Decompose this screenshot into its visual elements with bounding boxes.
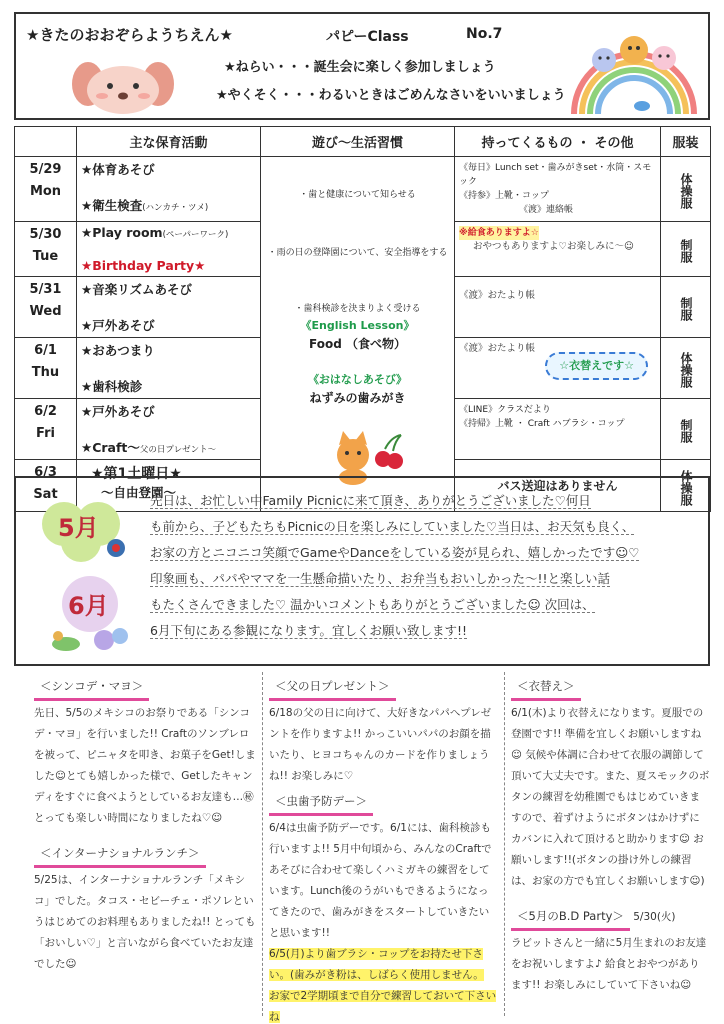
date-text: 6/2 [34, 404, 57, 419]
section-body: 5/25は、インターナショナルランチ「メキシコ」でした。タコス・セビーチェ・ポソレというはじめてのお料理もありましたね!! とっても「おいしい♡」と言いながら食べていたお友達でした☺ [34, 874, 256, 970]
weekday-text: Wed [29, 304, 62, 319]
promise-text: ★やくそく・・・わるいときはごめんなさいをいいましょう [216, 88, 566, 103]
bring-line: 《LINE》クラスだより [459, 405, 551, 415]
column-left [34, 672, 256, 1016]
story-title: ねずみの歯みがき [309, 391, 406, 405]
uniform-cell: 体操服 [661, 338, 711, 399]
activity-note: (ペーパーワーク) [162, 230, 229, 240]
section-title-cinco-de-mayo: ＜シンコデ・マヨ＞ [34, 676, 149, 701]
toothbrush-notice: 6/5(月)より歯ブラシ・コップをお持たせ下さい。(歯みがき粉は、しばらく使用しません。 [269, 948, 484, 981]
seasonal-uniform-badge: ☆衣替えです☆ [545, 352, 648, 380]
uniform-cell: 制服 [661, 222, 711, 277]
activity-cell [77, 277, 261, 338]
section-title-fathers-day: ＜父の日プレゼント＞ [269, 676, 396, 701]
date-text: 5/30 [29, 227, 62, 242]
activity-bottom-text: ★衛生検査 [81, 198, 143, 213]
weekly-schedule-table [14, 126, 711, 512]
activity-top-text: ★Play room [81, 225, 163, 240]
lunch-notice: ※給食ありますよ☆ [459, 228, 539, 238]
bring-cell [455, 277, 661, 338]
activity-top: ★音楽リズムあそび [81, 282, 192, 297]
section-body: 6/1(木)より衣替えになります。夏服での登園です!! 準備を宜しくお願いしますね☺ 気候や体調に合わせて衣服の調節して頂いて大丈夫です。また、夏スモックのボタンの練習を幼稚園でもはじめていきますので、着ずけようにボタンはかけずにカバンに入れて頂けると助かります☺ お願いします!!(ボタンの掛け外しの練習は、お家の方でも宜しくお願いします☺) [511, 707, 710, 887]
activity-bottom: ★歯科検診 [81, 379, 143, 394]
story-label: 《おはなしあそび》 [307, 373, 408, 386]
section-body: ラビットさんと一緒に5月生まれのお友達をお祝いしますよ♪ 給食とおやつがあります!! お楽しみにしていて下さいね☺ [511, 937, 707, 991]
bring-cell [455, 399, 661, 460]
activity-top: ★戸外あそび [81, 404, 155, 419]
play-line: ・歯と健康について知らせる [299, 190, 416, 200]
uniform-cell: 制服 [661, 277, 711, 338]
puppy-face-illustration [68, 58, 178, 116]
activity-cell [77, 157, 261, 222]
june-label: 6月 [68, 592, 109, 620]
may-label: 5月 [58, 514, 99, 542]
june-badge [44, 574, 136, 660]
uniform-cell: 体操服 [661, 157, 711, 222]
table-row [15, 157, 711, 222]
date-cell [15, 157, 77, 222]
header-play: 遊び～生活習慣 [261, 127, 455, 157]
date-cell [15, 222, 77, 277]
weekday-text: Thu [31, 365, 60, 380]
letter-line: お家の方とニコニコ笑顔でGameやDanceをしている姿が見られ、嬉しかったです☺♡ [150, 545, 640, 560]
play-habits-cell [261, 157, 455, 512]
aim-text: ★ねらい・・・誕生会に楽しく参加しましょう [224, 60, 496, 75]
snack-notice: おやつもありますよ♡お楽しみに～☺ [473, 241, 634, 252]
section-body: 6/4は虫歯予防デーです。6/1には、歯科検診も行いますよ!! 5月中旬頃から、みんなのCraftであそびに合わせて楽しくハミガキの練習をしています。Lunch後のうがいもできるようになってきたので、歯みがきをスタートしていきたいと思います!! [269, 822, 492, 939]
no-bus-notice: バス送迎はありません [497, 478, 618, 493]
may-badge [36, 498, 132, 562]
date-text: 5/29 [29, 162, 62, 177]
weekday-text: Fri [36, 426, 55, 441]
bring-line: 《毎日》Lunch set・歯みがきset・水筒・スモック [459, 163, 652, 187]
toothbrush-notice: お家で2学期頃まで自分で練習しておいて下さいね [269, 990, 497, 1023]
date-text: 6/1 [34, 343, 57, 358]
letter-line: 印象画も、パパやママを一生懸命描いたり、お弁当もおいしかった～!!と楽しい話 [150, 571, 611, 586]
activity-bottom [81, 438, 256, 456]
weekday-text: Sat [33, 487, 58, 502]
bring-cell [455, 222, 661, 277]
section-body: 先日、5/5のメキシコのお祭りである「シンコデ・マヨ」を行いました!! Craftのソンブレロを被って、ピニャタを叩き、お菓子をGet!しました☺とても嬉しかった様で、Getしたキャンディをすぐに食べようとしているお友達も…㊙とっても楽しい時間になりましたね♡☺ [34, 707, 256, 824]
uniform-cell: 制服 [661, 399, 711, 460]
birthday-party-date: 5/30(火) [633, 911, 676, 923]
date-text: 6/3 [34, 465, 57, 480]
activity-cell [77, 399, 261, 460]
play-line: ・雨の日の登降園について、安全指導をする [267, 248, 448, 258]
letter-line: もたくさんできました♡ 温かいコメントもありがとうございました☺ 次回は、 [150, 597, 595, 612]
activity-top [81, 225, 256, 240]
bring-line: 《渡》連絡帳 [519, 205, 574, 215]
header-activities: 主な保育活動 [77, 127, 261, 157]
header-date [15, 127, 77, 157]
parent-letter [150, 488, 704, 644]
section-title-cavity-prevention: ＜虫歯予防デー＞ [269, 791, 373, 816]
section-title-seasonal-uniform: ＜衣替え＞ [511, 676, 581, 701]
birthday-party-text: ★Birthday Party★ [81, 258, 206, 273]
header-uniform: 服装 [661, 127, 711, 157]
date-cell [15, 277, 77, 338]
monthly-letter-section [14, 476, 710, 666]
activity-bottom: ★戸外あそび [81, 318, 155, 333]
class-label: パピーClass [326, 29, 409, 45]
activity-bottom-text: ★Craft～ [81, 440, 140, 455]
section-body: 6/18の父の日に向けて、大好きなパパへプレゼントを作りますよ!! かっこいいパパのお顔を描いたり、ヒヨコちゃんのカードを作りましょうね!! お楽しみに♡ [269, 707, 492, 782]
activity-note: 父の日プレゼント～ [139, 445, 217, 455]
activity-note: (ハンカチ・ツメ) [142, 203, 209, 213]
column-right [504, 672, 710, 1016]
issue-number: No.7 [466, 26, 503, 42]
activity-bottom: ～自由登園～ [101, 485, 177, 500]
date-cell [15, 338, 77, 399]
english-lesson-topic: Food （食べ物） [309, 337, 406, 351]
bring-line: 《渡》おたより帳 [459, 290, 536, 301]
column-middle [262, 672, 498, 1023]
play-line: ・歯科検診を決まりよく受ける [294, 304, 421, 314]
uniform-cell: 体操服 [661, 460, 711, 512]
animals-rainbow-illustration [564, 30, 704, 118]
date-cell [15, 399, 77, 460]
section-title-birthday-party: ＜5月のB.D Party＞ [511, 906, 630, 931]
weekday-text: Mon [29, 184, 62, 199]
letter-line: 先日は、お忙しい中Family Picnicに来て頂き、ありがとうございました♡何日 [150, 493, 591, 508]
date-text: 5/31 [29, 282, 62, 297]
activity-top: ★体育あそび [81, 162, 155, 177]
letter-line: 6月下旬にある参観になります。宜しくお願い致します!! [150, 623, 467, 638]
section-title-international-lunch: ＜インターナショナルランチ＞ [34, 843, 206, 868]
activity-bottom [81, 196, 256, 214]
bring-line: 《持参》上靴・コップ [459, 191, 549, 201]
bring-cell [455, 157, 661, 222]
header-bring: 持ってくるもの ・ その他 [455, 127, 661, 157]
school-name: ★きたのおおぞらようちえん★ [26, 26, 233, 44]
activity-top: ★おあつまり [81, 343, 155, 358]
newsletter-page [14, 12, 710, 1023]
weekday-text: Tue [32, 249, 59, 264]
english-lesson-label: 《English Lesson》 [300, 319, 415, 332]
bring-line: 《渡》おたより帳 [459, 343, 536, 354]
activity-cell [77, 222, 261, 277]
bring-cell [455, 338, 661, 399]
bring-line: 《持帰》上靴 ・ Craft ハブラシ・コップ [459, 419, 625, 429]
newsletter-header [14, 12, 710, 120]
activity-cell [77, 338, 261, 399]
letter-line: も前から、子どもたちもPicnicの日を楽しみにしていました♡当日は、お天気も良く、 [150, 519, 635, 534]
activity-top: ★第1土曜日★ [91, 466, 182, 482]
